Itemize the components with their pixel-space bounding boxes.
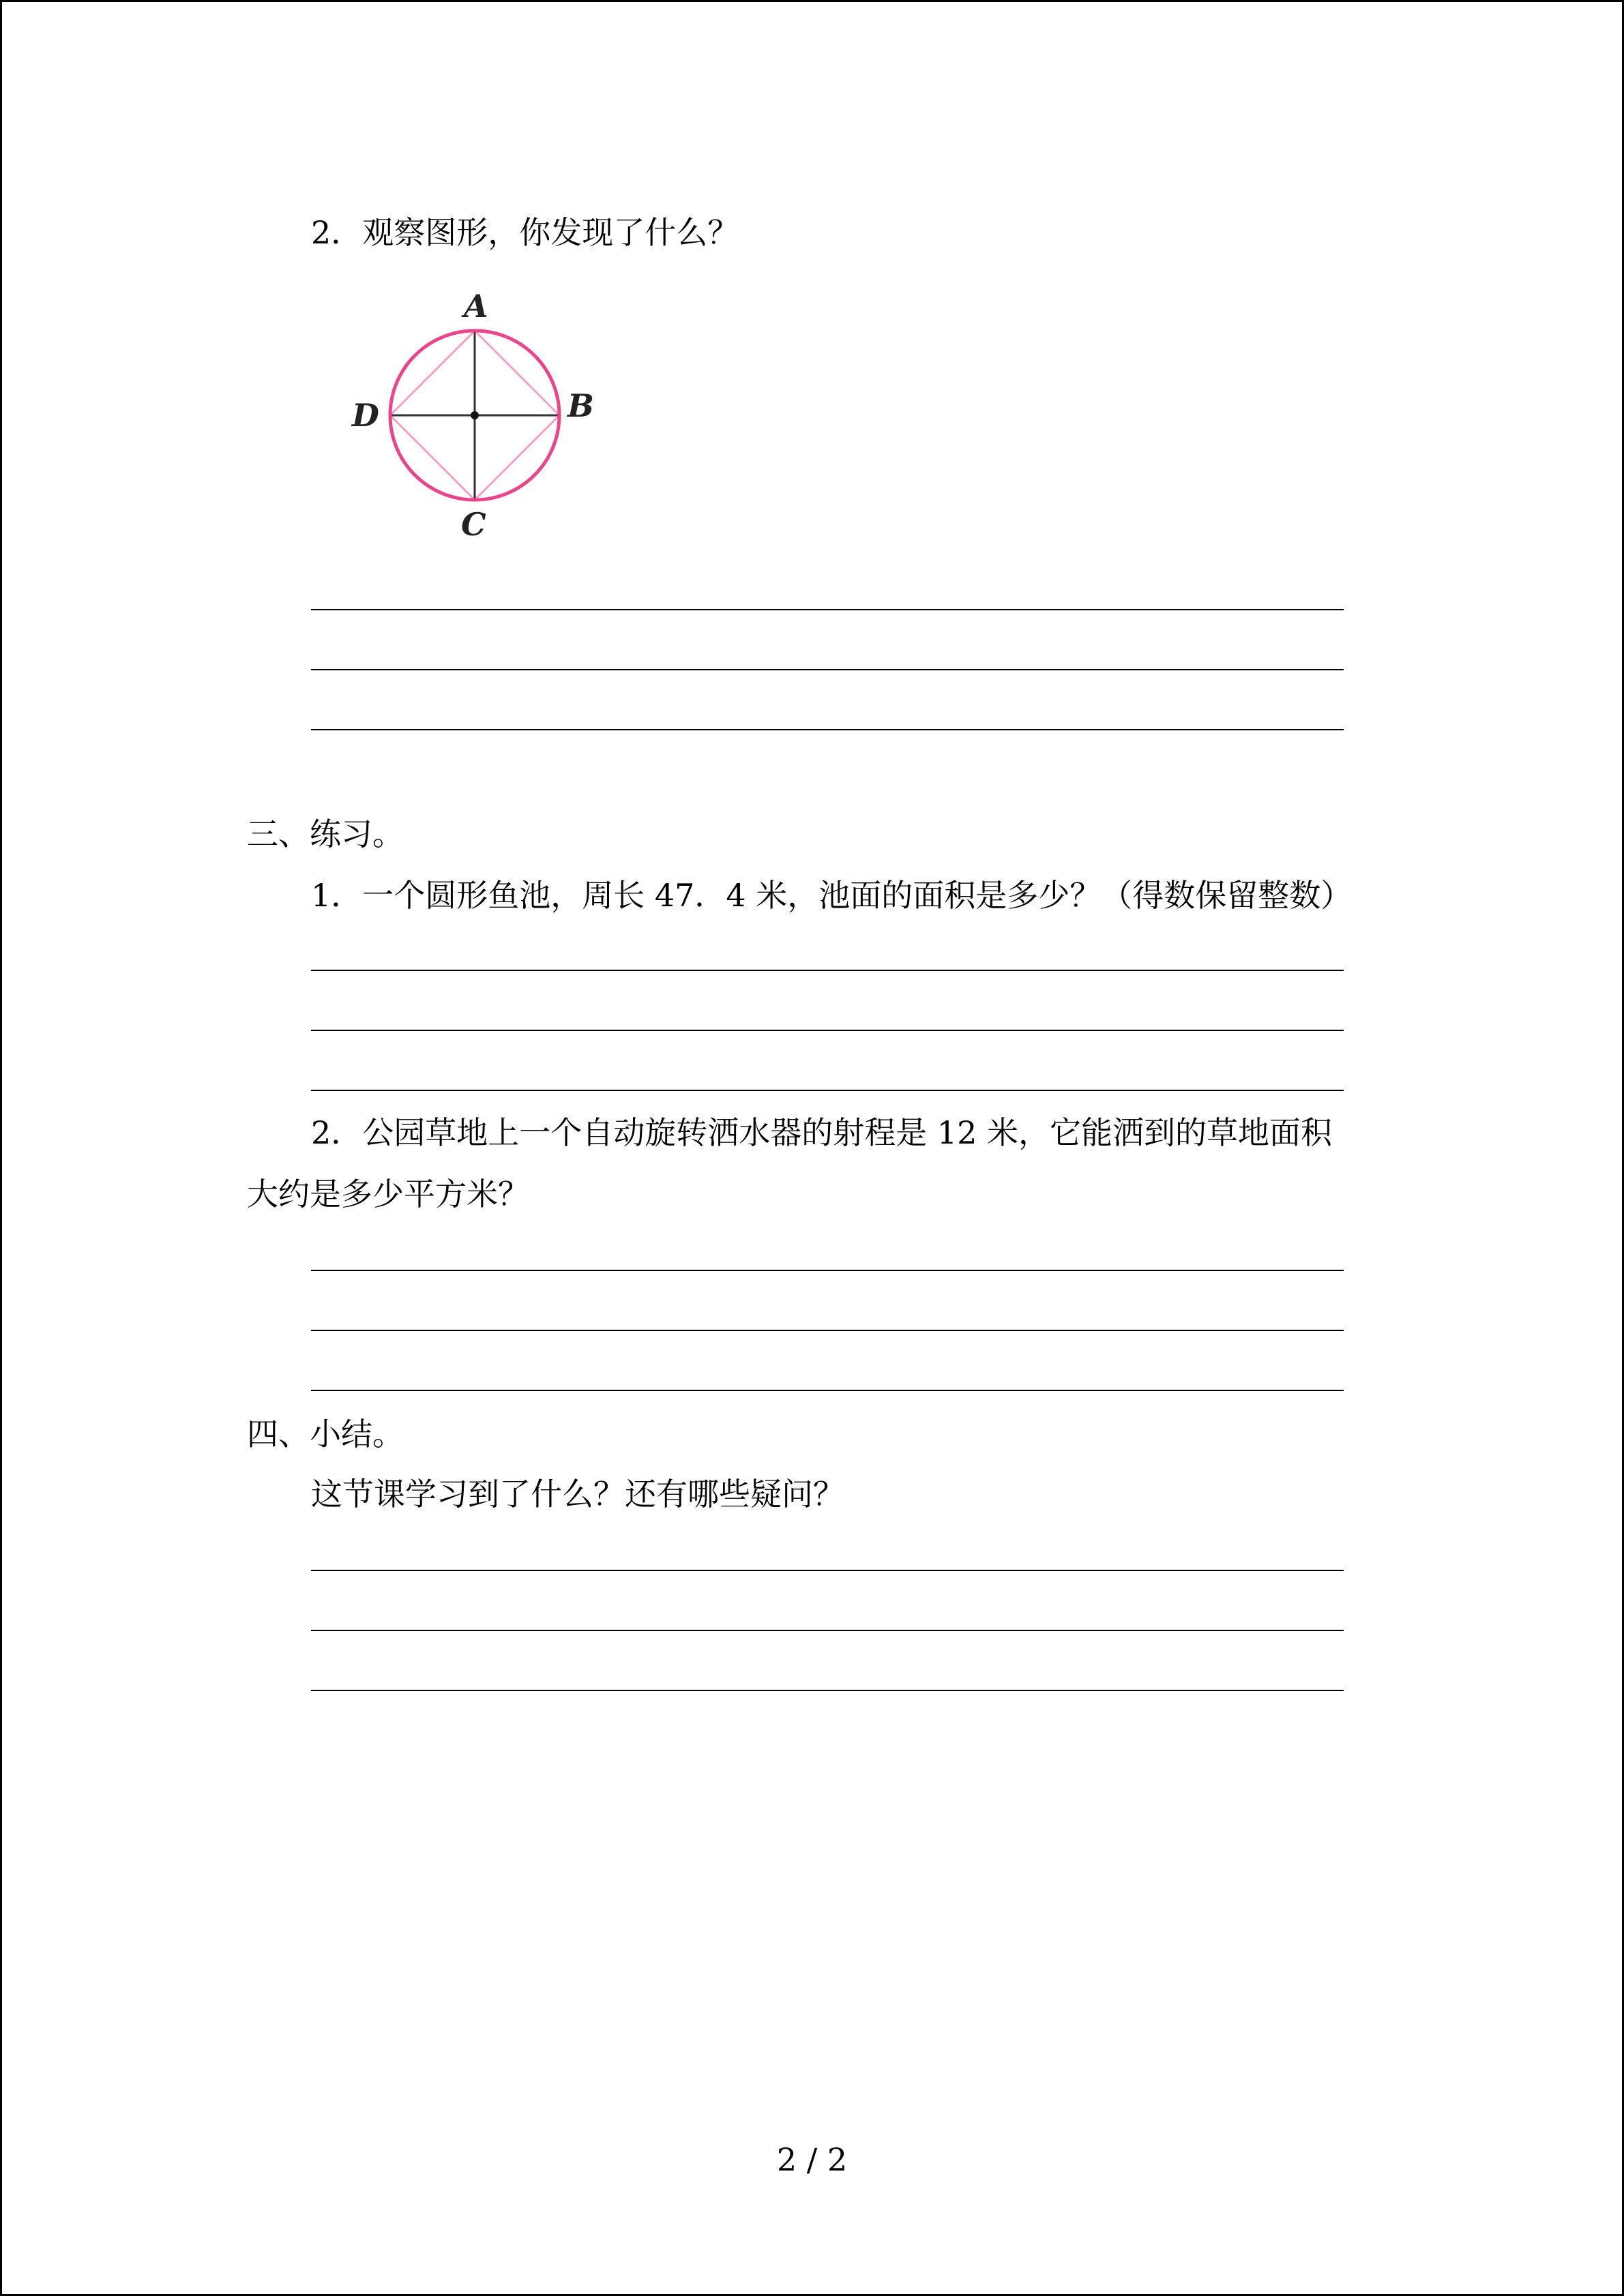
question-observe-figure: 2．观察图形，你发现了什么？ [311, 214, 739, 251]
label-b: B [567, 387, 594, 424]
answer-line[interactable] [311, 1390, 1344, 1391]
answer-line[interactable] [311, 1690, 1344, 1691]
answer-line[interactable] [311, 1330, 1344, 1331]
answer-line[interactable] [311, 729, 1344, 730]
answer-line[interactable] [311, 1270, 1344, 1271]
answer-line[interactable] [311, 1090, 1344, 1091]
question-sprinkler-line1: 2．公园草地上一个自动旋转洒水器的射程是 12 米，它能洒到的草地面积 [311, 1114, 1333, 1151]
label-d: D [352, 397, 379, 434]
answer-line[interactable] [311, 1630, 1344, 1631]
page-number: 2 / 2 [776, 2141, 848, 2178]
circle-square-figure [334, 283, 628, 549]
question-sprinkler-line2: 大约是多少平方米？ [247, 1176, 529, 1212]
answer-line[interactable] [311, 1570, 1344, 1571]
answer-line[interactable] [311, 970, 1344, 971]
answer-line[interactable] [311, 669, 1344, 670]
section-3-heading: 三、练习。 [247, 816, 404, 852]
center-dot [471, 411, 479, 419]
section-4-heading: 四、小结。 [247, 1416, 404, 1452]
label-c: C [461, 506, 486, 543]
label-a: A [464, 288, 488, 325]
summary-prompt: 这节课学习到了什么？还有哪些疑问？ [311, 1476, 844, 1512]
answer-line[interactable] [311, 1030, 1344, 1031]
answer-line[interactable] [311, 609, 1344, 610]
question-fish-pond: 1．一个圆形鱼池，周长 47．4 米，池面的面积是多少？（得数保留整数） [311, 877, 1353, 914]
